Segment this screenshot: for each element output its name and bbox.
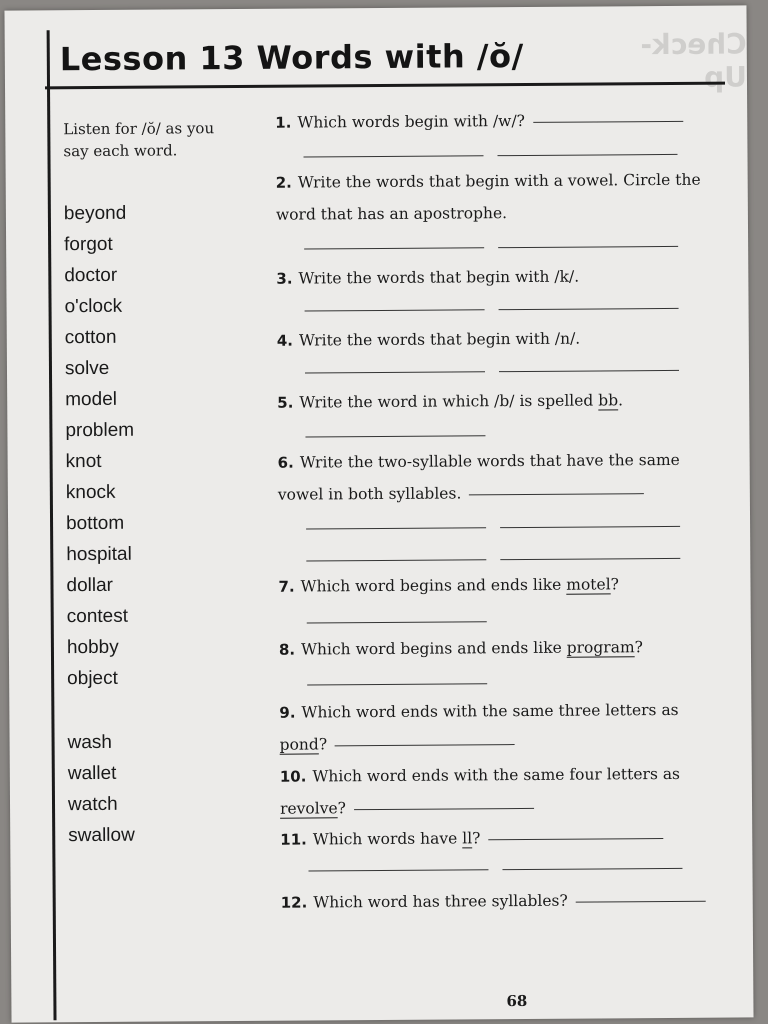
answer-line[interactable] [499,308,679,310]
question-number: 9. [279,703,296,722]
spelling-word: beyond [63,202,127,225]
question-number: 11. [280,830,307,849]
question-number: 4. [276,331,293,350]
question-punct: ? [318,735,328,754]
spelling-word: o'clock [64,295,123,318]
spelling-word: forgot [64,233,113,256]
spelling-word: dollar [66,574,114,597]
answer-line[interactable] [497,154,677,156]
question-punct: ? [472,829,481,848]
question-11 [280,821,730,856]
left-margin-rule [47,30,57,1020]
spelling-word: knock [65,481,116,504]
spelling-word: hospital [66,543,132,566]
question-8 [279,631,729,666]
answer-line[interactable] [533,120,683,122]
answer-line[interactable] [576,900,706,902]
question-text: Which word has three syllables? [313,891,568,912]
key-pattern: ll [462,829,473,848]
key-pattern: bb [598,391,619,410]
workbook-page [4,5,753,1022]
question-number: 1. [275,113,292,132]
answer-line[interactable] [488,838,663,840]
question-number: 5. [277,393,294,412]
question-5 [277,384,727,419]
question-3 [276,260,726,295]
question-text: Which words have [312,829,463,849]
answer-line[interactable] [498,246,678,248]
answer-line[interactable] [500,558,680,560]
answer-line[interactable] [502,868,682,870]
question-punct: ? [610,575,620,594]
question-10 [280,758,730,825]
spelling-word: doctor [64,264,118,287]
answer-line[interactable] [308,869,488,871]
question-number: 6. [277,453,294,472]
answer-line[interactable] [305,309,485,311]
question-2 [276,164,726,231]
question-punct: ? [634,638,643,657]
extra-word: watch [67,793,118,816]
listen-instruction: Listen for /ŏ/ as you say each word. [63,119,215,161]
question-text: Write the words that begin with /k/. [298,267,580,288]
answer-line[interactable] [307,683,487,685]
question-text: Which word ends with the same three letters as [301,700,679,722]
question-punct: ? [337,799,346,818]
spelling-word: problem [65,419,135,442]
question-text: Write the two-syllable words that have the same vowel in both syllables. [277,450,680,504]
question-text: Write the words that begin with a vowel. Circle the word that has an apostrophe. [275,170,701,224]
extra-word: wash [67,731,113,754]
answer-line[interactable] [305,435,485,437]
spelling-word: contest [66,605,129,628]
question-text: Which word begins and ends like [301,638,567,659]
question-number: 12. [280,893,308,912]
question-4 [277,322,727,357]
question-text: Which words begin with /w/? [297,111,526,132]
spelling-word: bottom [65,512,125,535]
question-punct: . [618,391,624,410]
answer-line[interactable] [499,370,679,372]
answer-line[interactable] [306,527,486,529]
answer-line[interactable] [500,526,680,528]
key-word: program [566,638,635,657]
answer-line[interactable] [469,493,644,495]
answer-line[interactable] [304,155,484,157]
title-rule [45,82,725,90]
answer-line[interactable] [335,744,515,746]
question-6 [278,444,728,511]
spelling-word: cotton [64,326,117,349]
question-text: Which word begins and ends like [300,575,567,596]
question-number: 8. [278,640,296,659]
question-7 [278,568,728,603]
question-number: 3. [276,269,293,288]
extra-word: swallow [68,824,135,847]
question-9 [279,694,729,761]
question-number: 10. [279,767,307,786]
spelling-word: knot [65,450,102,473]
bleed-through-text: Check-Up [640,27,748,94]
answer-line[interactable] [354,807,534,809]
answer-line[interactable] [307,621,487,623]
question-text: Write the word in which /b/ is spelled [299,391,599,412]
answer-line[interactable] [304,247,484,249]
question-1 [275,104,725,139]
spelling-word: object [67,667,118,690]
answer-line[interactable] [305,371,485,373]
answer-line[interactable] [306,559,486,561]
lesson-title: Lesson 13 Words with /ŏ/ [59,36,524,79]
page-number: 68 [506,991,528,1011]
question-number: 2. [275,173,292,192]
extra-word: wallet [67,762,117,785]
spelling-word: hobby [66,636,119,659]
spelling-word: model [65,388,118,411]
question-text: Write the words that begin with /n/. [298,329,581,350]
key-word: revolve [279,799,338,818]
key-word: motel [566,575,611,594]
question-text: Which word ends with the same four letters as [312,764,681,786]
key-word: pond [279,735,319,754]
question-12 [281,884,731,919]
spelling-word: solve [64,357,110,380]
question-number: 7. [278,577,295,596]
